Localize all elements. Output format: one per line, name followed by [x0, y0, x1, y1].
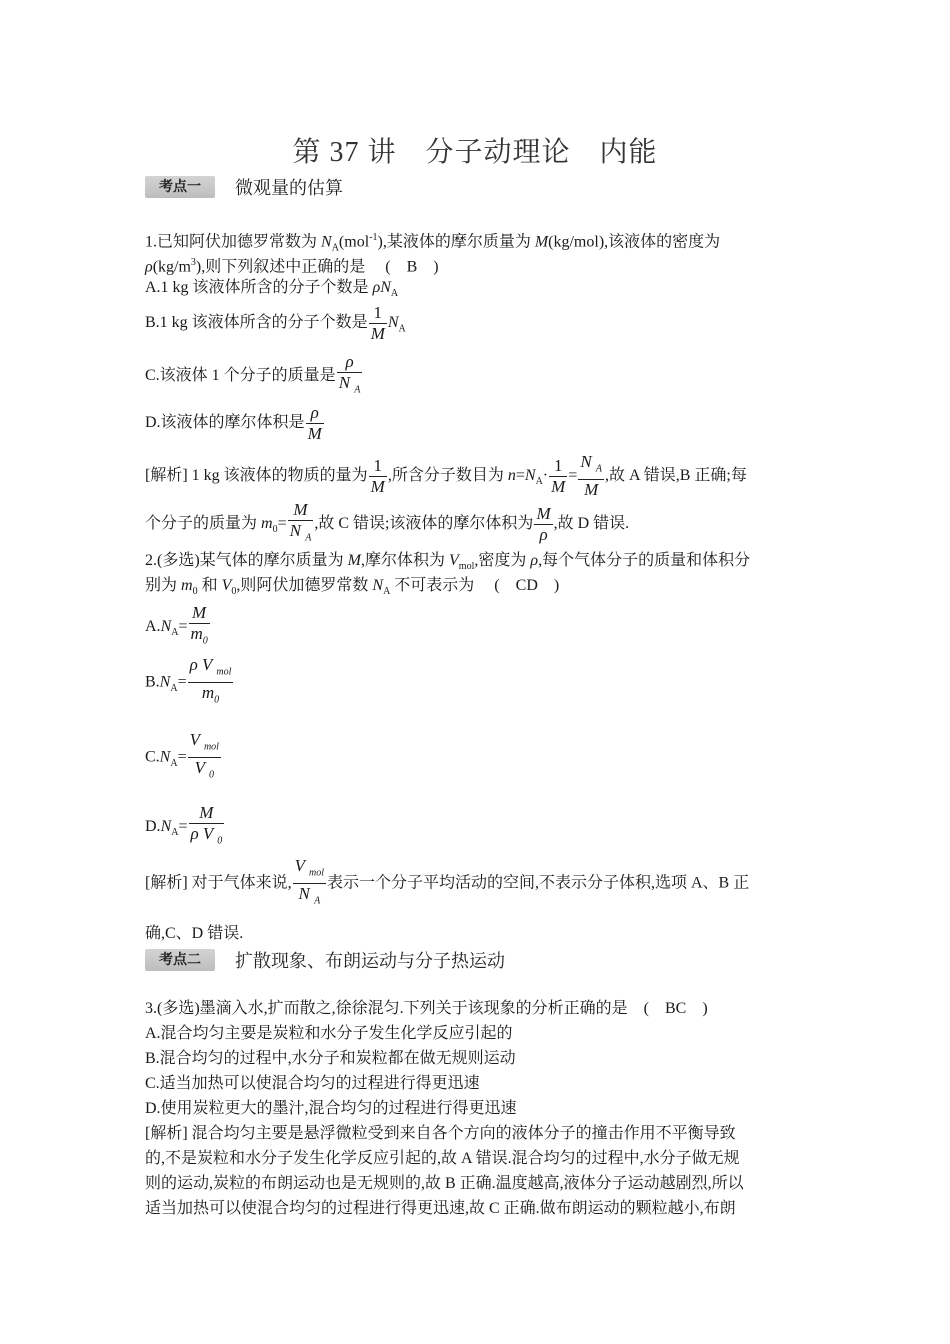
fraction: $\frac{V _{mol}}{N _A}$ [294, 856, 324, 907]
q1-analysis-line2: 个分子的质量为 $m_0=$ $\frac{M}{N _A}$ ,故 C 错误;该液体的摩尔体积为 $\frac{M}{\rho}$ ,故 D 错误. [145, 500, 629, 548]
page-title: 第 37 讲 分子动理论 内能 [292, 137, 658, 168]
q2-analysis-line1: [解析] 对于气体来说, $\frac{V _{mol}}{N _A}$ 表示一个分子平均活动的空间,不表示分子体积,选项 A、B 正 [145, 856, 749, 912]
q3-analysis-line1: [解析] 混合均匀主要是悬浮微粒受到来自各个方向的液体分子的撞击作用不平衡导致 [145, 1125, 736, 1142]
q2-option-a: $A.N_A=$ $\frac{M}{m_0}$ [145, 603, 211, 651]
fraction: $\frac{N _A}{M}$ [580, 452, 603, 500]
section-badge: 考点二 [145, 949, 215, 971]
q1-stem-line1: 1.已知阿伏加德罗常数为 $N_A(mol^{-1})$,某液体的摩尔质量为 M(kg/mol),该液体的密度为 [145, 232, 721, 254]
fraction: $\frac{M}{N _A}$ [289, 500, 312, 544]
q1-option-d: D.该液体的摩尔体积是 $\frac{\rho}{M}$ [145, 403, 322, 443]
q1-answer: B [406, 258, 418, 276]
q3-option-b: B.混合均匀的过程中,水分子和炭粒都在做无规则运动 [145, 1050, 516, 1067]
fraction: $\frac{M}{m_0}$ [190, 603, 208, 647]
q2-analysis-line2: 确,C、D 错误. [145, 925, 244, 942]
q3-stem: 3.(多选)墨滴入水,扩而散之,徐徐混匀.下列关于该现象的分析正确的是 ( BC ) [145, 1000, 708, 1017]
q3-analysis-line4: 适当加热可以使混合均匀的过程进行得更迅速,故 C 正确.做布朗运动的颗粒越小,布朗 [145, 1200, 736, 1217]
q2-stem-line1: 2.(多选)某气体的摩尔质量为 M,摩尔体积为 $V_{mol}$,密度为 ρ,每个气体分子的质量和体积分 [145, 552, 751, 573]
section-title: 微观量的估算 [235, 178, 343, 198]
fraction: $\frac{1}{M}$ [370, 303, 385, 343]
q3-option-d: D.使用炭粒更大的墨汁,混合均匀的过程进行得更迅速 [145, 1100, 517, 1117]
fraction: $\frac{\rho}{M}$ [307, 403, 322, 443]
q3-analysis-line3: 则的运动,炭粒的布朗运动也是无规则的,故 B 正确.温度越高,液体分子运动越剧烈,所以 [145, 1175, 744, 1192]
q3-analysis-line2: 的,不是炭粒和水分子发生化学反应引起的,故 A 错误.混合均匀的过程中,水分子做无规 [145, 1150, 740, 1167]
q1-stem-line2: $\rho(kg/m^3)$,则下列叙述中正确的是 ( B ) [145, 257, 439, 276]
q1-option-c: C.该液体 1 个分子的质量是 $\frac{\rho}{N _A}$ [145, 352, 363, 400]
q1-analysis-line1: [解析] 1 kg 该液体的物质的量为 $\frac{1}{M}$ ,所含分子数目为 $n=N_A\cdot$ $\frac{1}{M}$ = $\frac{N _A}{M}$ ,故 A 错误,B 正确;每 [145, 452, 747, 500]
q2-option-c: $C.N_A=$ $\frac{V _{mol}}{V _0}$ [145, 730, 222, 786]
q3-option-a: A.混合均匀主要是炭粒和水分子发生化学反应引起的 [145, 1025, 513, 1042]
q2-option-b: $B.N_A=$ $\frac{\rho V _{mol}}{m_0}$ [145, 655, 234, 711]
fraction: $\frac{M}{\rho V _0}$ [190, 803, 223, 847]
q2-stem-line2: 别为 $m_0$ 和 $V_0$,则阿伏加德罗常数 $N_A$ 不可表示为 ( CD ) [145, 577, 560, 598]
fraction: $\frac{V _{mol}}{V _0}$ [189, 730, 219, 781]
fraction: $\frac{M}{\rho}$ [536, 503, 551, 544]
section-header-2 [145, 947, 505, 973]
fraction: $\frac{\rho}{N _A}$ [338, 352, 361, 396]
section-title: 扩散现象、布朗运动与分子热运动 [235, 951, 505, 971]
q2-option-d: $D.N_A=$ $\frac{M}{\rho V _0}$ [145, 803, 225, 851]
q1-option-a: A.1 kg 该液体所含的分子个数是 $\rho N_A$ [145, 279, 399, 300]
fraction: $\frac{\rho V _{mol}}{m_0}$ [189, 655, 232, 706]
section-header-1 [145, 174, 343, 200]
q2-answer: CD [515, 577, 538, 594]
section-badge: 考点一 [145, 176, 215, 198]
q1-option-b: B.1 kg 该液体所含的分子个数是 $\frac{1}{M}$ $N_A$ [145, 303, 406, 343]
fraction: $\frac{1}{M}$ [370, 455, 385, 496]
q3-option-c: C.适当加热可以使混合均匀的过程进行得更迅速 [145, 1075, 480, 1092]
fraction: $\frac{1}{M}$ [551, 455, 566, 496]
